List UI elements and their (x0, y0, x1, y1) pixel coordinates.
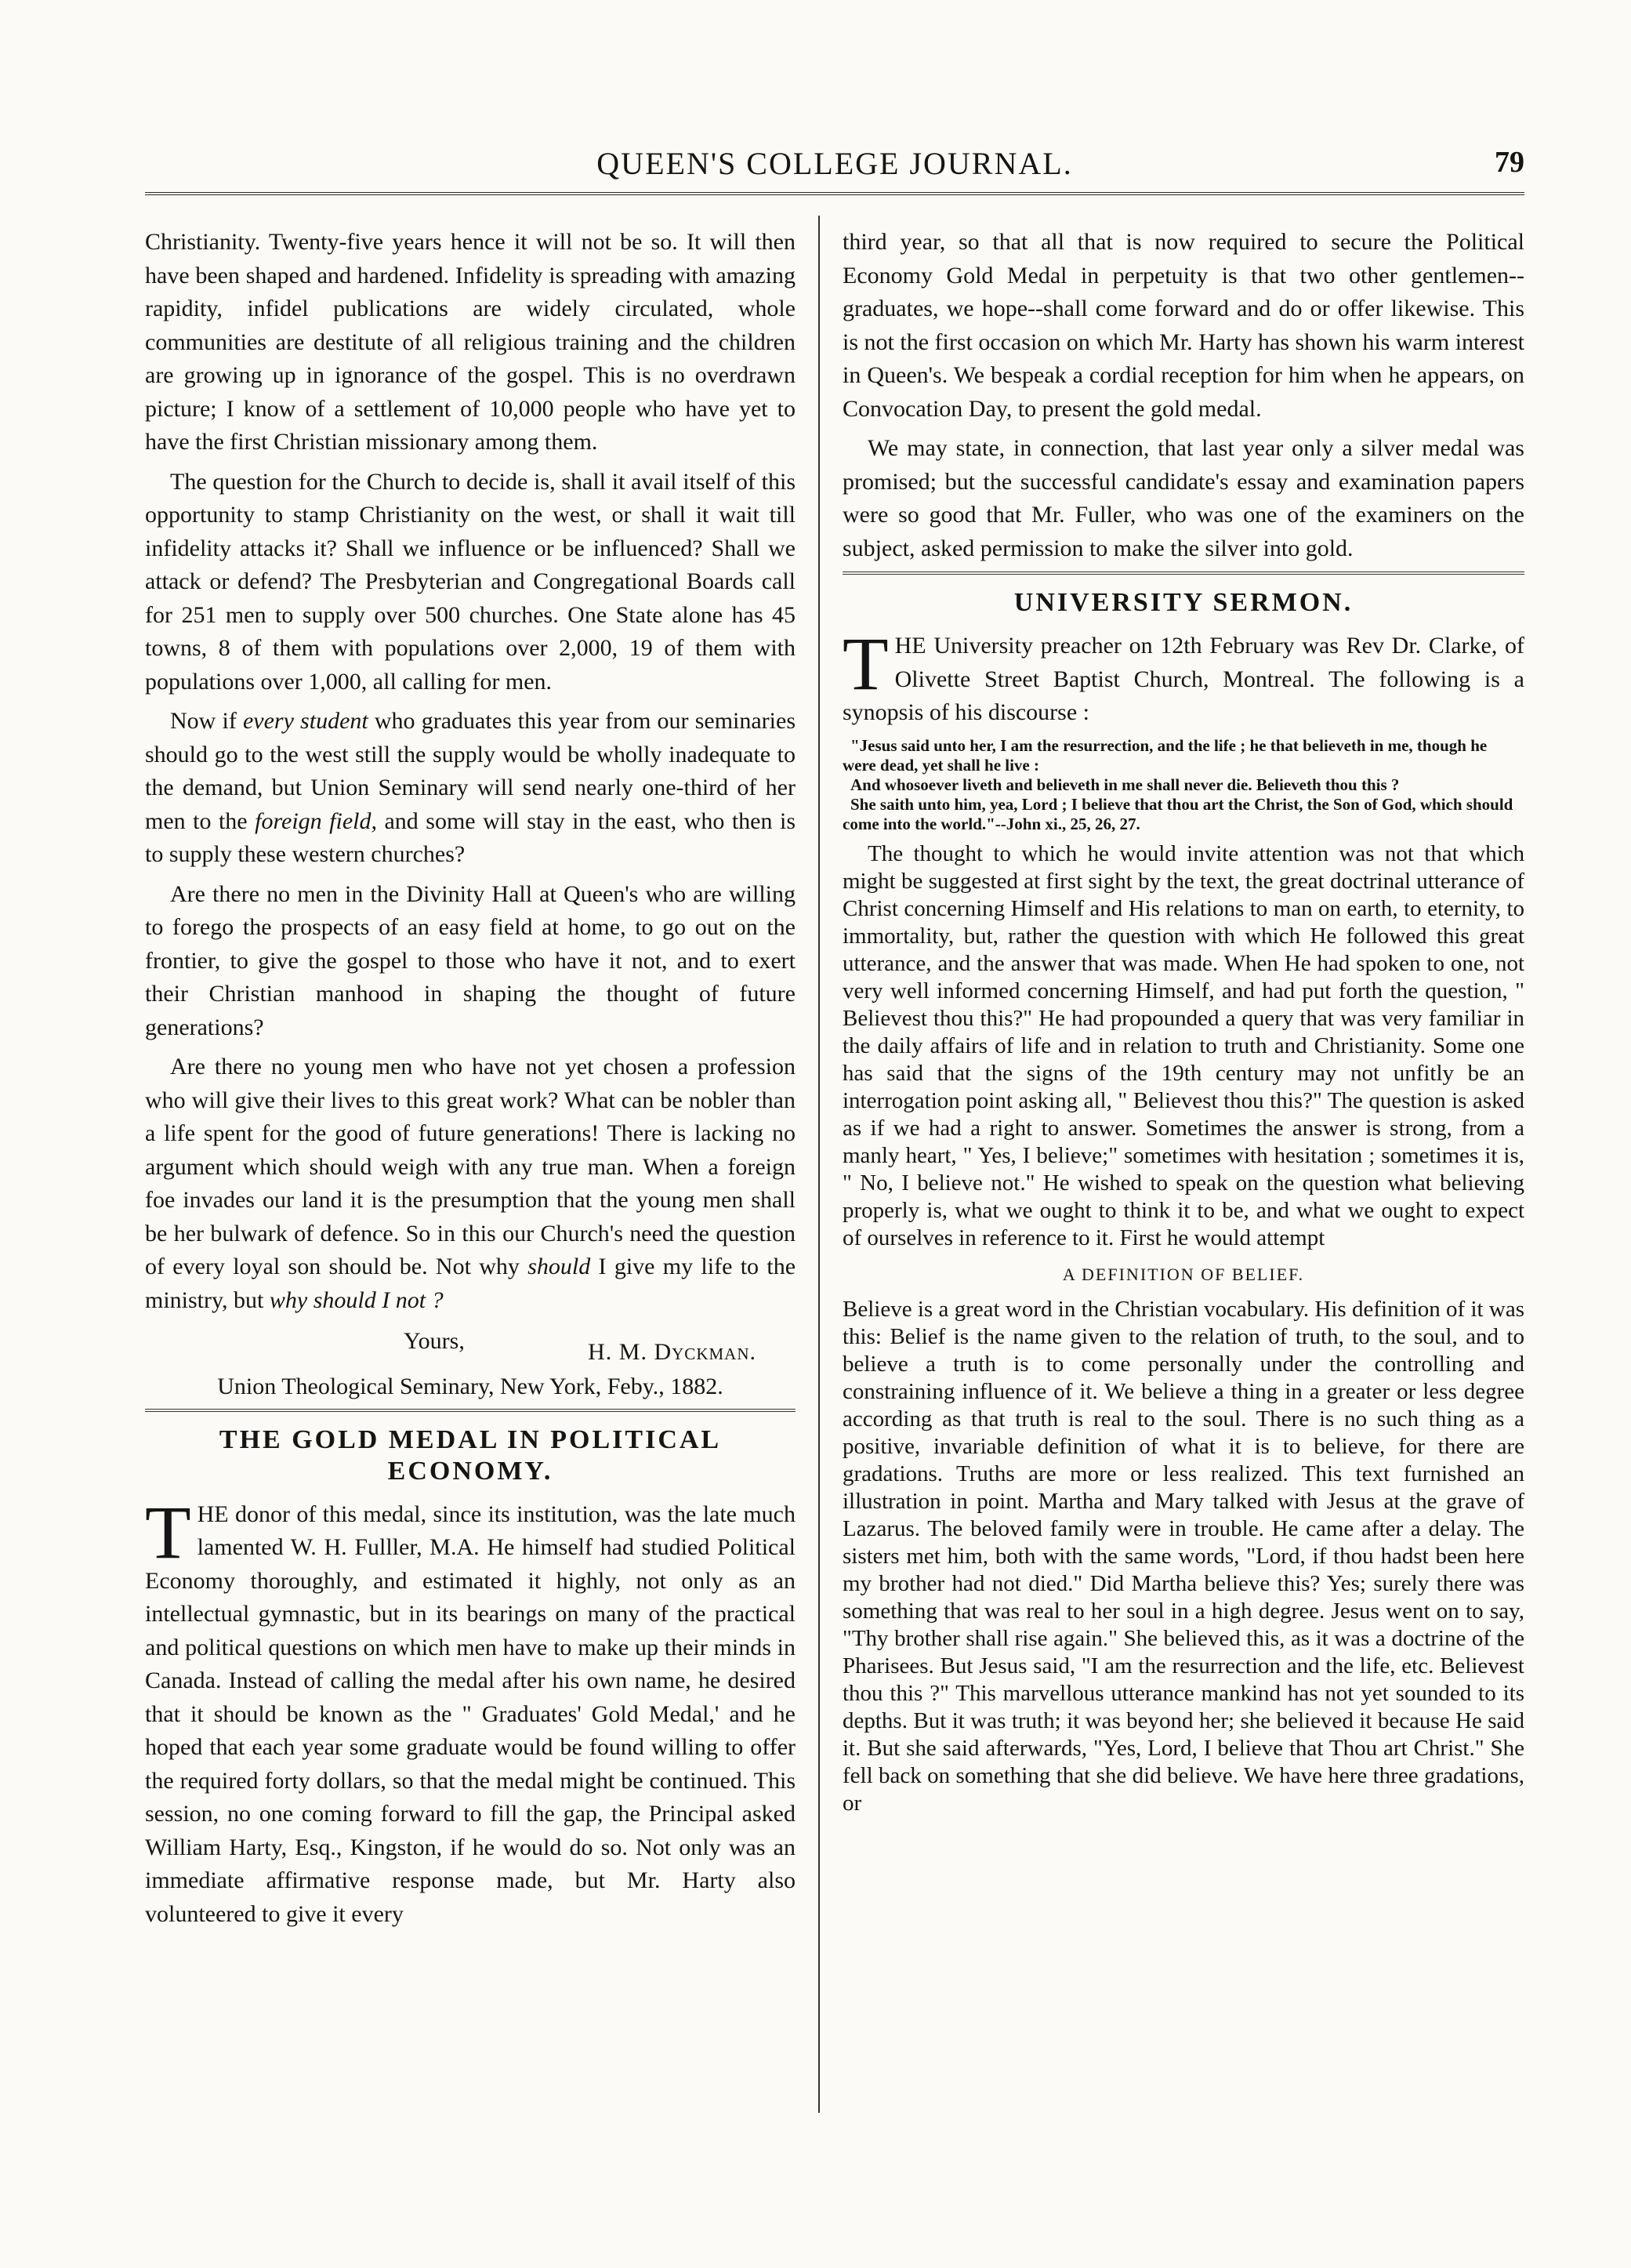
scripture-quote (843, 736, 1524, 834)
article-paragraph: third year, so that all that is now required to secure the Political Economy Gold Medal in perpetuity is that two other gentlemen--graduates, we hope--shall come forward and do or offer likewise. This is not the first occasion on which Mr. Harty has shown his warm interest in Queen's. We bespeak a cordial reception for him when he appears, on Convocation Day, to present the gold medal. (843, 229, 1524, 422)
article-paragraph: We may state, in connection, that last year only a silver medal was promised; but the successful candidate's essay and examination papers were so good that Mr. Fuller, who was one of the examiners on the subject, asked permission to make the silver into gold. (843, 435, 1524, 561)
page-header (145, 145, 1524, 195)
article-paragraph: The question for the Church to decide is, shall it avail itself of this opportunity to stamp Christianity on the west, or shall it wait till infidelity attacks it? Shall we influence or be influenced? Shall we attack or defend? The Presbyterian and Congregational Boards call for 251 men to supply over 500 churches. One State alone has 45 towns, 8 of them with populations over 2,000, 19 of them with populations over 1,000, all calling for men. (145, 468, 796, 695)
signoff (145, 1325, 796, 1365)
emphasis: why should I not ? (269, 1286, 444, 1313)
section-heading: THE GOLD MEDAL IN POLITICAL ECONOMY. (219, 1424, 722, 1486)
right-column (843, 226, 1524, 2143)
author-signature: H. M. Dyckman. (588, 1339, 756, 1365)
article-paragraph: Are there no men in the Divinity Hall at Queen's who are willing to forego the prospects of an easy field at home, to go out on the frontier, to give the gospel to those who have it not, and to exert their Christian manhood in shaping the thought of future generations? (145, 880, 796, 1040)
section-divider (145, 1409, 796, 1412)
section-divider (843, 572, 1524, 575)
quote-line: "Jesus said unto her, I am the resurrection, and the life ; he that believeth in me, though he were dead, yet shall he live : (843, 735, 1488, 775)
emphasis: should (527, 1254, 591, 1279)
article-paragraph: THE University preacher on 12th February was Rev Dr. Clarke, of Olivette Street Baptist Church, Montreal. The following is a synopsis of his discourse : (843, 622, 1524, 725)
section-heading: UNIVERSITY SERMON. (1013, 588, 1354, 617)
article-paragraph: Christianity. Twenty-five years hence it will not be so. It will then have been shaped and hardened. Infidelity is spreading with amazing rapidity, infidel publications are widely circulated, whole communities are destitute of all religious training and the children are growing up in ignorance of the gospel. This is no overdrawn picture; I know of a settlement of 10,000 people who have yet to have the first Christian missionary among them. (145, 229, 796, 455)
article-paragraph: Believe is a great word in the Christian vocabulary. His definition of it was this: Belief is the name given to the relation of truth, to the soul, and to believe a truth is to come personally under the controlling and constraining influence of it. We believe a thing in a greater or less degree according as that truth is real to the soul. There is no such thing as a positive, invariable definition of what it is to believe, for there are gradations. Truths are more or less realized. This text furnished an illustration in point. Martha and Mary talked with Jesus at the grave of Lazarus. The beloved family were in trouble. He came after a delay. The sisters met him, both with the same words, "Lord, if thou hadst been here my brother had not died." Did Martha believe this? Yes; surely there was something that was real to her soul in a high degree. Jesus went on to say, "Thy brother shall rise again." She believed this, as it was a doctrine of the Pharisees. But Jesus said, "I am the resurrection and the life, etc. Believest thou this ?" This marvellous utterance mankind has not yet sounded to its depths. But it was truth; it was beyond her; she believed it because He said it. But she said afterwards, "Yes, Lord, I believe that Thou art Christ." She fell back on something that she did believe. We have here three gradations, or (843, 1297, 1524, 1816)
quote-line: And whosoever liveth and believeth in me shall never die. Believeth thou this ? (850, 775, 1400, 794)
running-title: QUEEN'S COLLEGE JOURNAL. (596, 146, 1073, 181)
article-paragraph: Are there no young men who have not yet chosen a profession who will give their lives to this great work? What can be nobler than a life spent for the good of future generations! There is lacking no argument which should weigh with any true man. When a foreign foe invades our land it is the presumption that the young men shall be her bulwark of defence. So in this our Church's need the question of every loyal son should be. Not why should I give my life to the ministry, but why should I not ? (145, 1054, 796, 1313)
emphasis: foreign field, (255, 807, 377, 834)
quote-line: She saith unto him, yea, Lord ; I believe that thou art the Christ, the Son of God, which should come into the world."--John xi., 25, 26, 27. (843, 794, 1513, 833)
left-column (145, 226, 796, 2143)
drop-cap: T (843, 622, 889, 706)
emphasis: every student (242, 708, 368, 734)
article-paragraph: THE donor of this medal, since its institution, was the late much lamented W. H. Fulller, M.A. He himself had studied Political Economy thoroughly, and estimated it highly, not only as an intellectual gymnastic, but in its bearings on many of the practical and political questions on which men have to make up their minds in Canada. Instead of calling the medal after his own name, he desired that it should be known as the " Graduates' Gold Medal,' and he hoped that each year some graduate would be found willing to offer the required forty dollars, so that the medal might be continued. This session, no one coming forward to fill the gap, the Principal asked William Harty, Esq., Kingston, if he would do so. Not only was an immediate affirmative response made, but Mr. Harty also volunteered to give it every (145, 1490, 796, 1927)
valediction: Yours, (404, 1328, 465, 1354)
article-paragraph: Now if every student who graduates this year from our seminaries should go to the west still the supply would be wholly inadequate to the demand, but Union Seminary will send nearly one-third of her men to the foreign field, and some will stay in the east, who then is to supply these western churches? (145, 708, 796, 867)
article-paragraph: The thought to which he would invite attention was not that which might be suggested at first sight by the text, the great doctrinal utterance of Christ concerning Himself and His relations to man on earth, to eternity, to immortality, but, rather the question with which He followed this great utterance, and the answer that was made. When He had spoken to one, not very well informed concerning Himself, and had put forth the question, " Believest thou this?" He had propounded a query that was very familiar in the daily affairs of life and in relation to truth and Christianity. Some one has said that the signs of the 19th century may not unfitly be an interrogation point asking all, " Believest thou this?" The question is asked as if we had a right to answer. Sometimes the answer is strong, from a manly heart, " Yes, I believe;" sometimes with hesitation ; sometimes it is, " No, I believe not." He wished to speak on the question what believing properly is, what we ought to think it to be, and what we ought to expect of ourselves in reference to it. First he would attempt (843, 840, 1524, 1250)
column-divider (818, 216, 820, 2113)
page-number: 79 (1495, 146, 1524, 179)
subheading: A DEFINITION OF BELIEF. (1062, 1264, 1305, 1284)
drop-cap: T (145, 1490, 191, 1574)
dateline: Union Theological Seminary, New York, Feby., 1882. (217, 1374, 723, 1399)
